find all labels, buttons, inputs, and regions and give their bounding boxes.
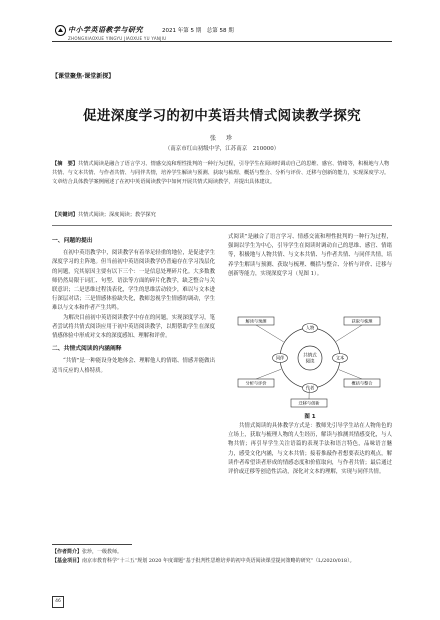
keywords-label: 【关键词】 [52,212,78,218]
author-note-label: 【作者简介】 [52,549,83,555]
keywords-text: 共情式阅读；深度阅读；教学探究 [77,212,156,218]
diagram-box-1 [238,317,274,325]
left-column [52,233,215,376]
abstract-label: 【摘 要】 [52,161,78,167]
diagram-node-label: 同伴 [275,356,285,362]
diagram-box-2 [344,317,380,325]
author-affiliation: （南京市红山初级中学，江苏南京 210000） [164,146,280,152]
page-number: 46 [52,596,64,608]
abstract-divider [52,225,392,226]
footnotes [52,548,392,565]
diagram-node-label: 人物 [305,326,315,332]
page-header [0,0,440,46]
fund-note-label: 【基金项目】 [52,557,83,564]
diagram-node-label: 文本 [335,356,345,362]
diagram-box-4 [238,379,274,387]
section-heading: 二、共情式阅读的内涵阐释 [52,346,122,353]
column-tag: 【课堂聚焦·课堂新探】 [52,73,115,80]
fund-note [52,557,392,566]
author-note-text: 张珍，一级教师。 [82,549,123,555]
figure-caption: 图 1 [304,414,316,420]
diagram-connector [256,369,281,379]
empathic-reading-diagram [232,307,388,409]
abstract [52,160,392,187]
header-divider [52,41,392,42]
author-note [52,548,392,557]
right-column [228,233,392,307]
issue-info: 2021 年第 5 期 总第 58 期 [162,28,234,34]
diagram-box-label: 解读与预测 [245,318,267,324]
diagram-node-3 [303,384,318,393]
footnote-divider [52,544,132,545]
diagram-connector [339,370,362,379]
diagram-node-4 [273,354,288,363]
paragraph: 共情式阅读的具体教学方式是：教师先引导学生站在人物角色的立场上，获取与梳理人物的人生经历，解读与推测其情感变化，与人物共情；再引导学生关注语篇的表现手法和语言特色，品味语言魅力，感受文化内涵，与文本共情；接着推敲作者想要表达的观点，解读作者希望读者形成的情感态度和价值取向，与作者共情；最后通过评价或迁移等创造性活动，深化对文本的理解，实现与同伴共情。 [228,423,392,476]
right-column-lower [228,422,392,540]
paragraph: 为解决目前初中英语阅读教学中存在的问题，实现深度学习，笔者尝试将共情式阅读应用于初中英语阅读教学，以期帮助学生在深度情感体验中形成对文本的深度感知、理解和评价。 [52,314,215,340]
fund-note-text: 南京市教育科学“十三五”规划 2020 年度课题“基于批判性思维培养的初中英语阅读课堂提问策略的研究”（L/2020/018）。 [82,557,355,564]
center-label-1: 共情式 [303,353,317,359]
abstract-text: 共情式阅读是融合了语言学习、情感交流和理性批判的一种行为过程，引导学生在阅读时调动自己的思维、感官、情绪等，积极地与人物共情、与文本共情、与作者共情、与同伴共情，培养学生解读与预测、获取与梳理、概括与整合、分析与评价、迁移与创新的能力，实现深度学习。文章结合具体教学案例阐述了在初中英语阅读教学中如何开展共情式阅读教学，并提出具体建议。 [52,161,390,185]
diagram-node-1 [303,324,318,333]
paragraph: 式阅读”是融合了语言学习、情感交流和理性批判的一种行为过程，强调以学生为中心，引导学生在阅读时调动自己的思维、感官、情绪等，积极地与人物共情、与文本共情、与作者共情、与同伴共情，培养学生解读与预测、获取与梳理、概括与整合、分析与评价、迁移与创新等能力，实现深度学习（见图 1）。 [228,234,392,277]
journal-name-en: ZHONGXIAOXUE YINGYU JIAOXUE YU YANJIU [68,36,167,41]
journal-logo [68,25,166,41]
journal-name-cn: 中小学英语教学与研究 [68,25,143,34]
keywords [52,211,392,220]
paragraph: 在初中英语教学中，阅读教学有着举足轻重的地位，是促进学生深度学习的主阵地。但当前初中英语阅读教学仍普遍存在学习浅层化的问题，究其原因主要有以下三个：一是信息处理碎片化。大多数教师仍然局限于词汇、句型、语法等方面的碎片化教学，缺乏整合与关联意识；二是思维过程浅表化，学生的思维活动较少，难以与文本进行深层对话；三是情感体验缺失化，教师忽视学生情感的调动，学生难以与文本和作者产生共鸣。 [52,250,215,312]
diagram-box-label: 迁移与创新 [298,400,320,406]
paragraph: “共情”是一种能设身处地体会、理解他人的情绪、情感并能做出适当反应的人格特质。 [52,358,215,374]
diagram-box-3 [344,379,380,387]
journal-logo-icon [55,25,66,36]
diagram-box-label: 概括与整合 [351,380,373,386]
diagram-node-2 [333,354,348,363]
diagram-box-label: 获取与梳理 [351,318,373,324]
article-title: 促进深度学习的初中英语共情式阅读教学探究 [83,108,361,124]
article-author: 张 珍 [209,135,234,142]
diagram-box-label: 分析与评价 [245,380,267,386]
diagram-connector [256,325,284,342]
center-label-2: 阅读 [305,359,315,365]
diagram-node-label: 作者 [305,386,315,392]
section-heading: 一、问题的提出 [52,238,93,244]
diagram-box-5 [291,399,327,407]
diagram-connector [336,325,362,341]
